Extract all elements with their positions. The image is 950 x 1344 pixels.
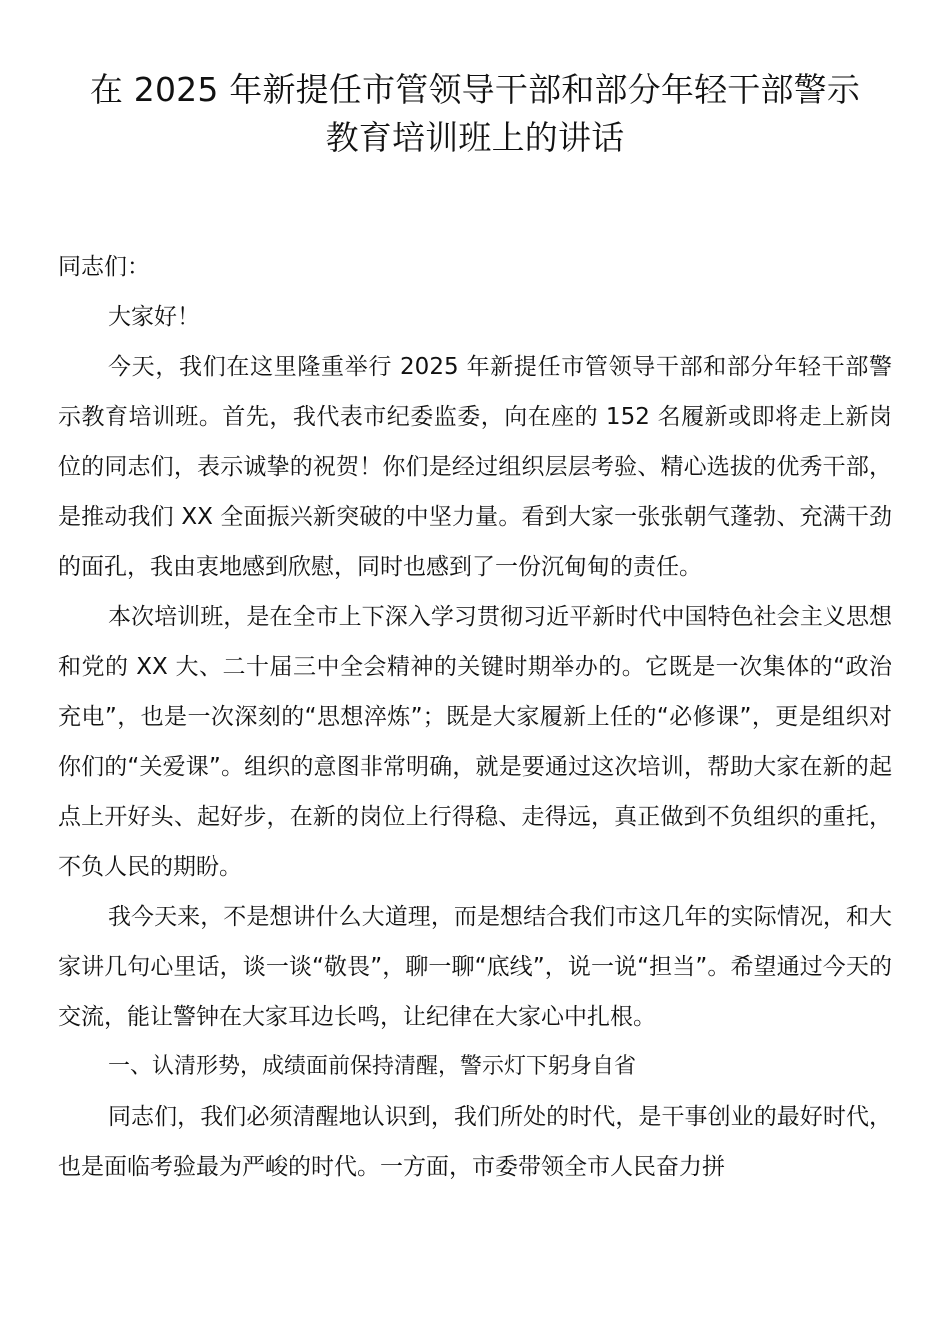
document-title (58, 66, 892, 162)
section-heading: 一、认清形势，成绩面前保持清醒，警示灯下躬身自省 (108, 1054, 637, 1079)
greeting: 大家好！ (108, 304, 200, 330)
paragraph-3: 我今天来，不是想讲什么大道理，而是想结合我们市这几年的实际情况，和大家讲几句心里话，谈一谈“敬畏”，聊一聊“底线”，说一说“担当”。希望通过今天的交流，能让警钟在大家耳边长鸣，让纪律在大家心中扎根。 (58, 904, 892, 1030)
document-body (58, 242, 892, 1192)
salutation: 同志们： (58, 254, 150, 280)
title-line-2: 教育培训班上的讲话 (325, 118, 625, 157)
title-line-1: 在 2025 年新提任市管领导干部和部分年轻干部警示 (89, 70, 861, 109)
section-paragraph: 同志们，我们必须清醒地认识到，我们所处的时代，是干事创业的最好时代，也是面临考验最为严峻的时代。一方面，市委带领全市人民奋力拼 (58, 1104, 892, 1180)
paragraph-1: 今天，我们在这里隆重举行 2025 年新提任市管领导干部和部分年轻干部警示教育培训班。首先，我代表市纪委监委，向在座的 152 名履新或即将走上新岗位的同志们，表示诚挚的祝贺！你们是经过组织层层考验、精心选拔的优秀干部，是推动我们 XX 全面振兴新突破的中坚力量。看到大家一张张朝气蓬勃、充满干劲的面孔，我由衷地感到欣慰，同时也感到了一份沉甸甸的责任。 (58, 354, 892, 580)
paragraph-2: 本次培训班，是在全市上下深入学习贯彻习近平新时代中国特色社会主义思想和党的 XX 大、二十届三中全会精神的关键时期举办的。它既是一次集体的“政治充电”，也是一次深刻的“思想淬炼”；既是大家履新上任的“必修课”，更是组织对你们的“关爱课”。组织的意图非常明确，就是要通过这次培训，帮助大家在新的起点上开好头、起好步，在新的岗位上行得稳、走得远，真正做到不负组织的重托，不负人民的期盼。 (58, 604, 892, 880)
